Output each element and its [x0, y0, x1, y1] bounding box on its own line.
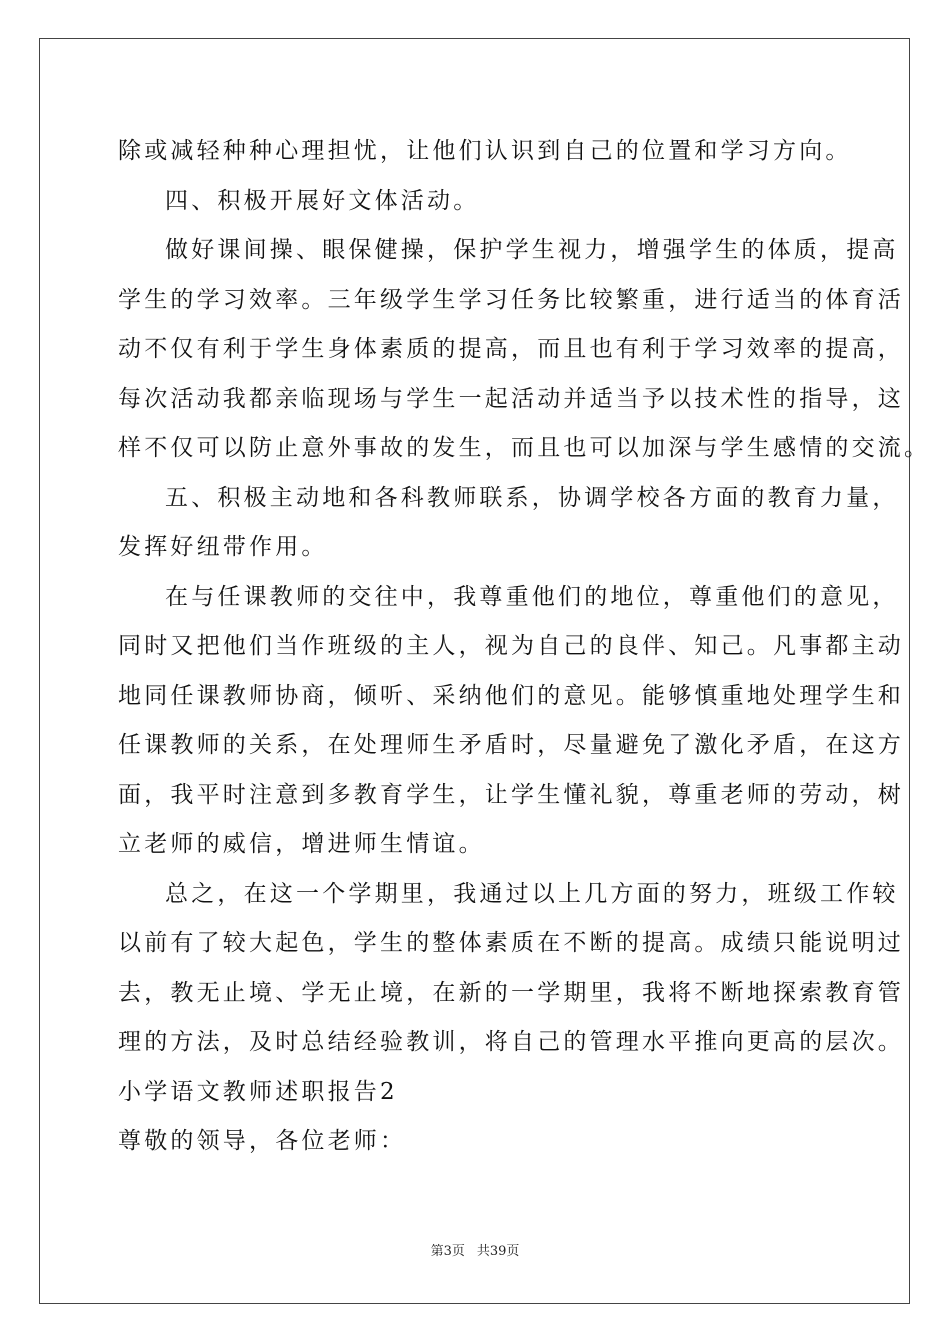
text-line: 以前有了较大起色，学生的整体素质在不断的提高。成绩只能说明过	[118, 930, 904, 956]
text-line: 学生的学习效率。三年级学生学习任务比较繁重，进行适当的体育活	[118, 286, 904, 313]
text-line: 发挥好纽带作用。	[118, 534, 328, 560]
page-total: 共39页	[476, 1244, 520, 1259]
text-line: 除或减轻种种心理担忧，让他们认识到自己的位置和学习方向。	[118, 138, 852, 164]
page-footer	[0, 1240, 950, 1259]
page-number: 第3页	[430, 1244, 465, 1259]
text-line: 在与任课教师的交往中，我尊重他们的地位，尊重他们的意见，	[165, 583, 899, 610]
text-line: 样不仅可以防止意外事故的发生，而且也可以加深与学生感情的交流。	[118, 435, 931, 461]
text-line: 立老师的威信，增进师生情谊。	[118, 831, 485, 857]
report-title: 小学语文教师述职报告2	[118, 1078, 398, 1105]
salutation: 尊敬的领导，各位老师：	[118, 1128, 407, 1154]
document-body	[118, 127, 931, 1167]
text-line: 每次活动我都亲临现场与学生一起活动并适当予以技术性的指导，这	[118, 385, 904, 412]
section-heading: 四、积极开展好文体活动。	[165, 187, 480, 214]
text-line: 同时又把他们当作班级的主人，视为自己的良伴、知己。凡事都主动	[118, 633, 904, 659]
text-line: 动不仅有利于学生身体素质的提高，而且也有利于学习效率的提高，	[118, 336, 904, 362]
text-line: 面，我平时注意到多教育学生，让学生懂礼貌，尊重老师的劳动，树	[118, 781, 904, 808]
text-line: 理的方法，及时总结经验教训，将自己的管理水平推向更高的层次。	[118, 1029, 904, 1055]
text-line: 去，教无止境、学无止境，在新的一学期里，我将不断地探索教育管	[118, 979, 904, 1006]
text-line: 任课教师的关系，在处理师生矛盾时，尽量避免了激化矛盾，在这方	[118, 732, 904, 758]
text-line: 地同任课教师协商，倾听、采纳他们的意见。能够慎重地处理学生和	[118, 682, 904, 709]
text-line: 做好课间操、眼保健操，保护学生视力，增强学生的体质，提高	[165, 237, 899, 263]
text-line: 总之，在这一个学期里，我通过以上几方面的努力，班级工作较	[165, 880, 899, 907]
section-heading: 五、积极主动地和各科教师联系，协调学校各方面的教育力量，	[165, 484, 899, 511]
